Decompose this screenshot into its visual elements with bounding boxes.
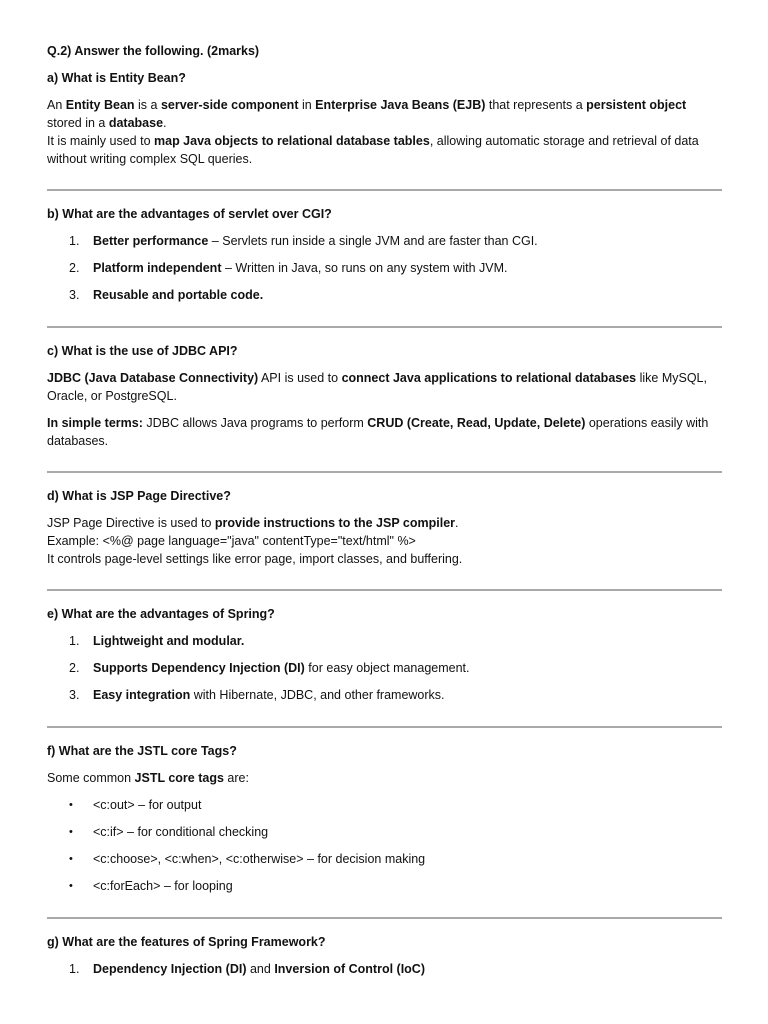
bullet-icon: • (69, 880, 73, 892)
section-b-list (47, 232, 722, 304)
section-e-list (47, 632, 722, 704)
list-item: 3. Reusable and portable code. (69, 288, 264, 302)
list-item: 3. Easy integration with Hibernate, JDBC, and other frameworks. (69, 688, 445, 702)
list-item: 2. Platform independent – Written in Java, so runs on any system with JVM. (69, 261, 508, 275)
list-item: • <c:choose>, <c:when>, <c:otherwise> – for decision making (69, 852, 426, 866)
question-header: Q.2) Answer the following. (2marks) (47, 44, 260, 58)
list-item: 1. Better performance – Servlets run inside a single JVM and are faster than CGI. (69, 234, 538, 248)
list-item: 2. Supports Dependency Injection (DI) for easy object management. (69, 661, 470, 675)
section-divider (47, 589, 722, 591)
section-divider (47, 189, 722, 191)
list-item: • <c:if> – for conditional checking (69, 825, 269, 839)
section-a-paragraph-1: An Entity Bean is a server-side component in Enterprise Java Beans (EJB) that represents a persistent object stored in a database. (47, 98, 687, 130)
bullet-icon: • (69, 853, 73, 865)
section-a-paragraph-2: It is mainly used to map Java objects to relational database tables, allowing automatic storage and retrieval of data without writing complex SQL queries. (47, 134, 699, 166)
section-f-list (47, 796, 722, 895)
section-g-heading: g) What are the features of Spring Framework? (47, 935, 326, 949)
section-divider (47, 726, 722, 728)
section-c-paragraph-1: JDBC (Java Database Connectivity) API is used to connect Java applications to relational databases like MySQL, Oracle, or PostgreSQL. (47, 371, 707, 403)
section-c-paragraph-2: In simple terms: JDBC allows Java programs to perform CRUD (Create, Read, Update, Delete) operations easily with databases. (47, 416, 709, 448)
list-item: 1. Dependency Injection (DI) and Inversion of Control (IoC) (69, 962, 425, 976)
section-f-intro: Some common JSTL core tags are: (47, 771, 249, 785)
section-divider (47, 326, 722, 328)
section-a-heading: a) What is Entity Bean? (47, 71, 186, 85)
section-f-heading: f) What are the JSTL core Tags? (47, 744, 237, 758)
section-b-heading: b) What are the advantages of servlet over CGI? (47, 207, 332, 221)
bullet-icon: • (69, 826, 73, 838)
section-e-heading: e) What are the advantages of Spring? (47, 607, 275, 621)
section-d-line-1: JSP Page Directive is used to provide instructions to the JSP compiler. (47, 516, 459, 530)
section-d-line-2: Example: <%@ page language="java" contentType="text/html" %> (47, 534, 416, 548)
list-item: • <c:forEach> – for looping (69, 879, 233, 893)
list-item: 1. Lightweight and modular. (69, 634, 245, 648)
section-d-line-3: It controls page-level settings like error page, import classes, and buffering. (47, 552, 463, 566)
section-g-list (47, 960, 722, 978)
section-divider (47, 471, 722, 473)
bullet-icon: • (69, 799, 73, 811)
section-divider (47, 917, 722, 919)
section-c-heading: c) What is the use of JDBC API? (47, 344, 238, 358)
list-item: • <c:out> – for output (69, 798, 202, 812)
section-d-heading: d) What is JSP Page Directive? (47, 489, 231, 503)
document-page (47, 42, 722, 978)
